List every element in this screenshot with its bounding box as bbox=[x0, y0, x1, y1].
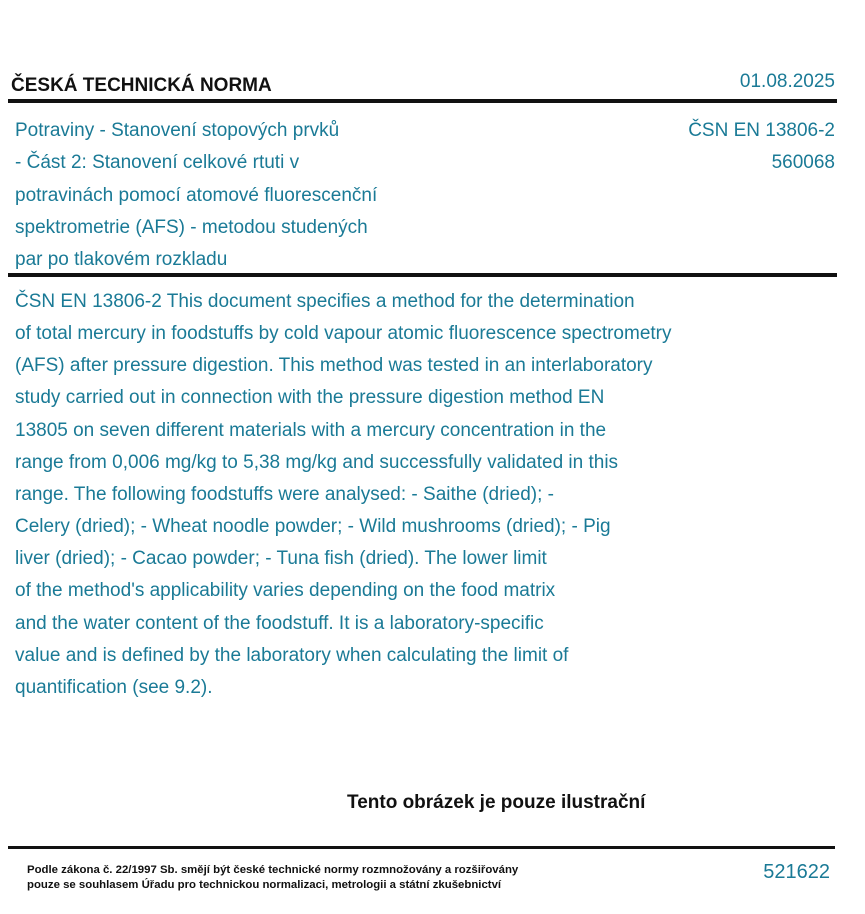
illustrative-note: Tento obrázek je pouze ilustrační bbox=[347, 792, 646, 813]
abstract-line: range. The following foodstuffs were analysed: - Saithe (dried); - bbox=[15, 483, 554, 505]
abstract-line: value and is defined by the laboratory when calculating the limit of bbox=[15, 644, 569, 666]
standard-title-line: - Část 2: Stanovení celkové rtuti v bbox=[15, 152, 300, 174]
standard-designation: ČSN EN 13806-2 bbox=[688, 120, 835, 141]
abstract-line: of total mercury in foodstuffs by cold vapour atomic fluorescence spectrometry bbox=[15, 323, 672, 345]
abstract-line: 13805 on seven different materials with a mercury concentration in the bbox=[15, 419, 607, 441]
standard-title-line: spektrometrie (AFS) - metodou studených bbox=[15, 216, 368, 238]
standard-title-line: Potraviny - Stanovení stopových prvků bbox=[15, 120, 340, 141]
footer-divider bbox=[8, 846, 835, 849]
standard-codes bbox=[688, 115, 835, 180]
norm-label: ČESKÁ TECHNICKÁ NORMA bbox=[11, 75, 272, 96]
abstract-line: liver (dried); - Cacao powder; - Tuna fish (dried). The lower limit bbox=[15, 548, 547, 570]
publication-date: 01.08.2025 bbox=[739, 71, 835, 92]
title-divider bbox=[8, 273, 837, 277]
abstract-line: quantification (see 9.2). bbox=[15, 676, 213, 698]
abstract-line: range from 0,006 mg/kg to 5,38 mg/kg and successfully validated in this bbox=[15, 451, 619, 473]
abstract-line: and the water content of the foodstuff. It is a laboratory-specific bbox=[15, 612, 544, 634]
legal-line: pouze se souhlasem Úřadu pro technickou normalizaci, metrologii a státní zkušebnictví bbox=[27, 879, 502, 891]
standard-title-line: potravinách pomocí atomové fluorescenční bbox=[15, 184, 378, 206]
standard-title bbox=[15, 115, 445, 276]
abstract-line: study carried out in connection with the pressure digestion method EN bbox=[15, 387, 605, 409]
abstract-line: of the method's applicability varies depending on the food matrix bbox=[15, 580, 556, 602]
abstract-line: (AFS) after pressure digestion. This method was tested in an interlaboratory bbox=[15, 355, 653, 377]
legal-line: Podle zákona č. 22/1997 Sb. smějí být české technické normy rozmnožovány a rozšiřovány bbox=[27, 864, 519, 876]
standard-title-line: par po tlakovém rozkladu bbox=[15, 249, 228, 271]
class-number: 560068 bbox=[771, 152, 835, 174]
footer-legal-notice bbox=[27, 863, 518, 893]
header-divider bbox=[8, 99, 837, 103]
abstract-line: ČSN EN 13806-2 This document specifies a method for the determination bbox=[15, 291, 635, 312]
abstract-text bbox=[15, 286, 775, 704]
abstract-line: Celery (dried); - Wheat noodle powder; - Wild mushrooms (dried); - Pig bbox=[15, 516, 611, 538]
document-number: 521622 bbox=[763, 861, 830, 883]
